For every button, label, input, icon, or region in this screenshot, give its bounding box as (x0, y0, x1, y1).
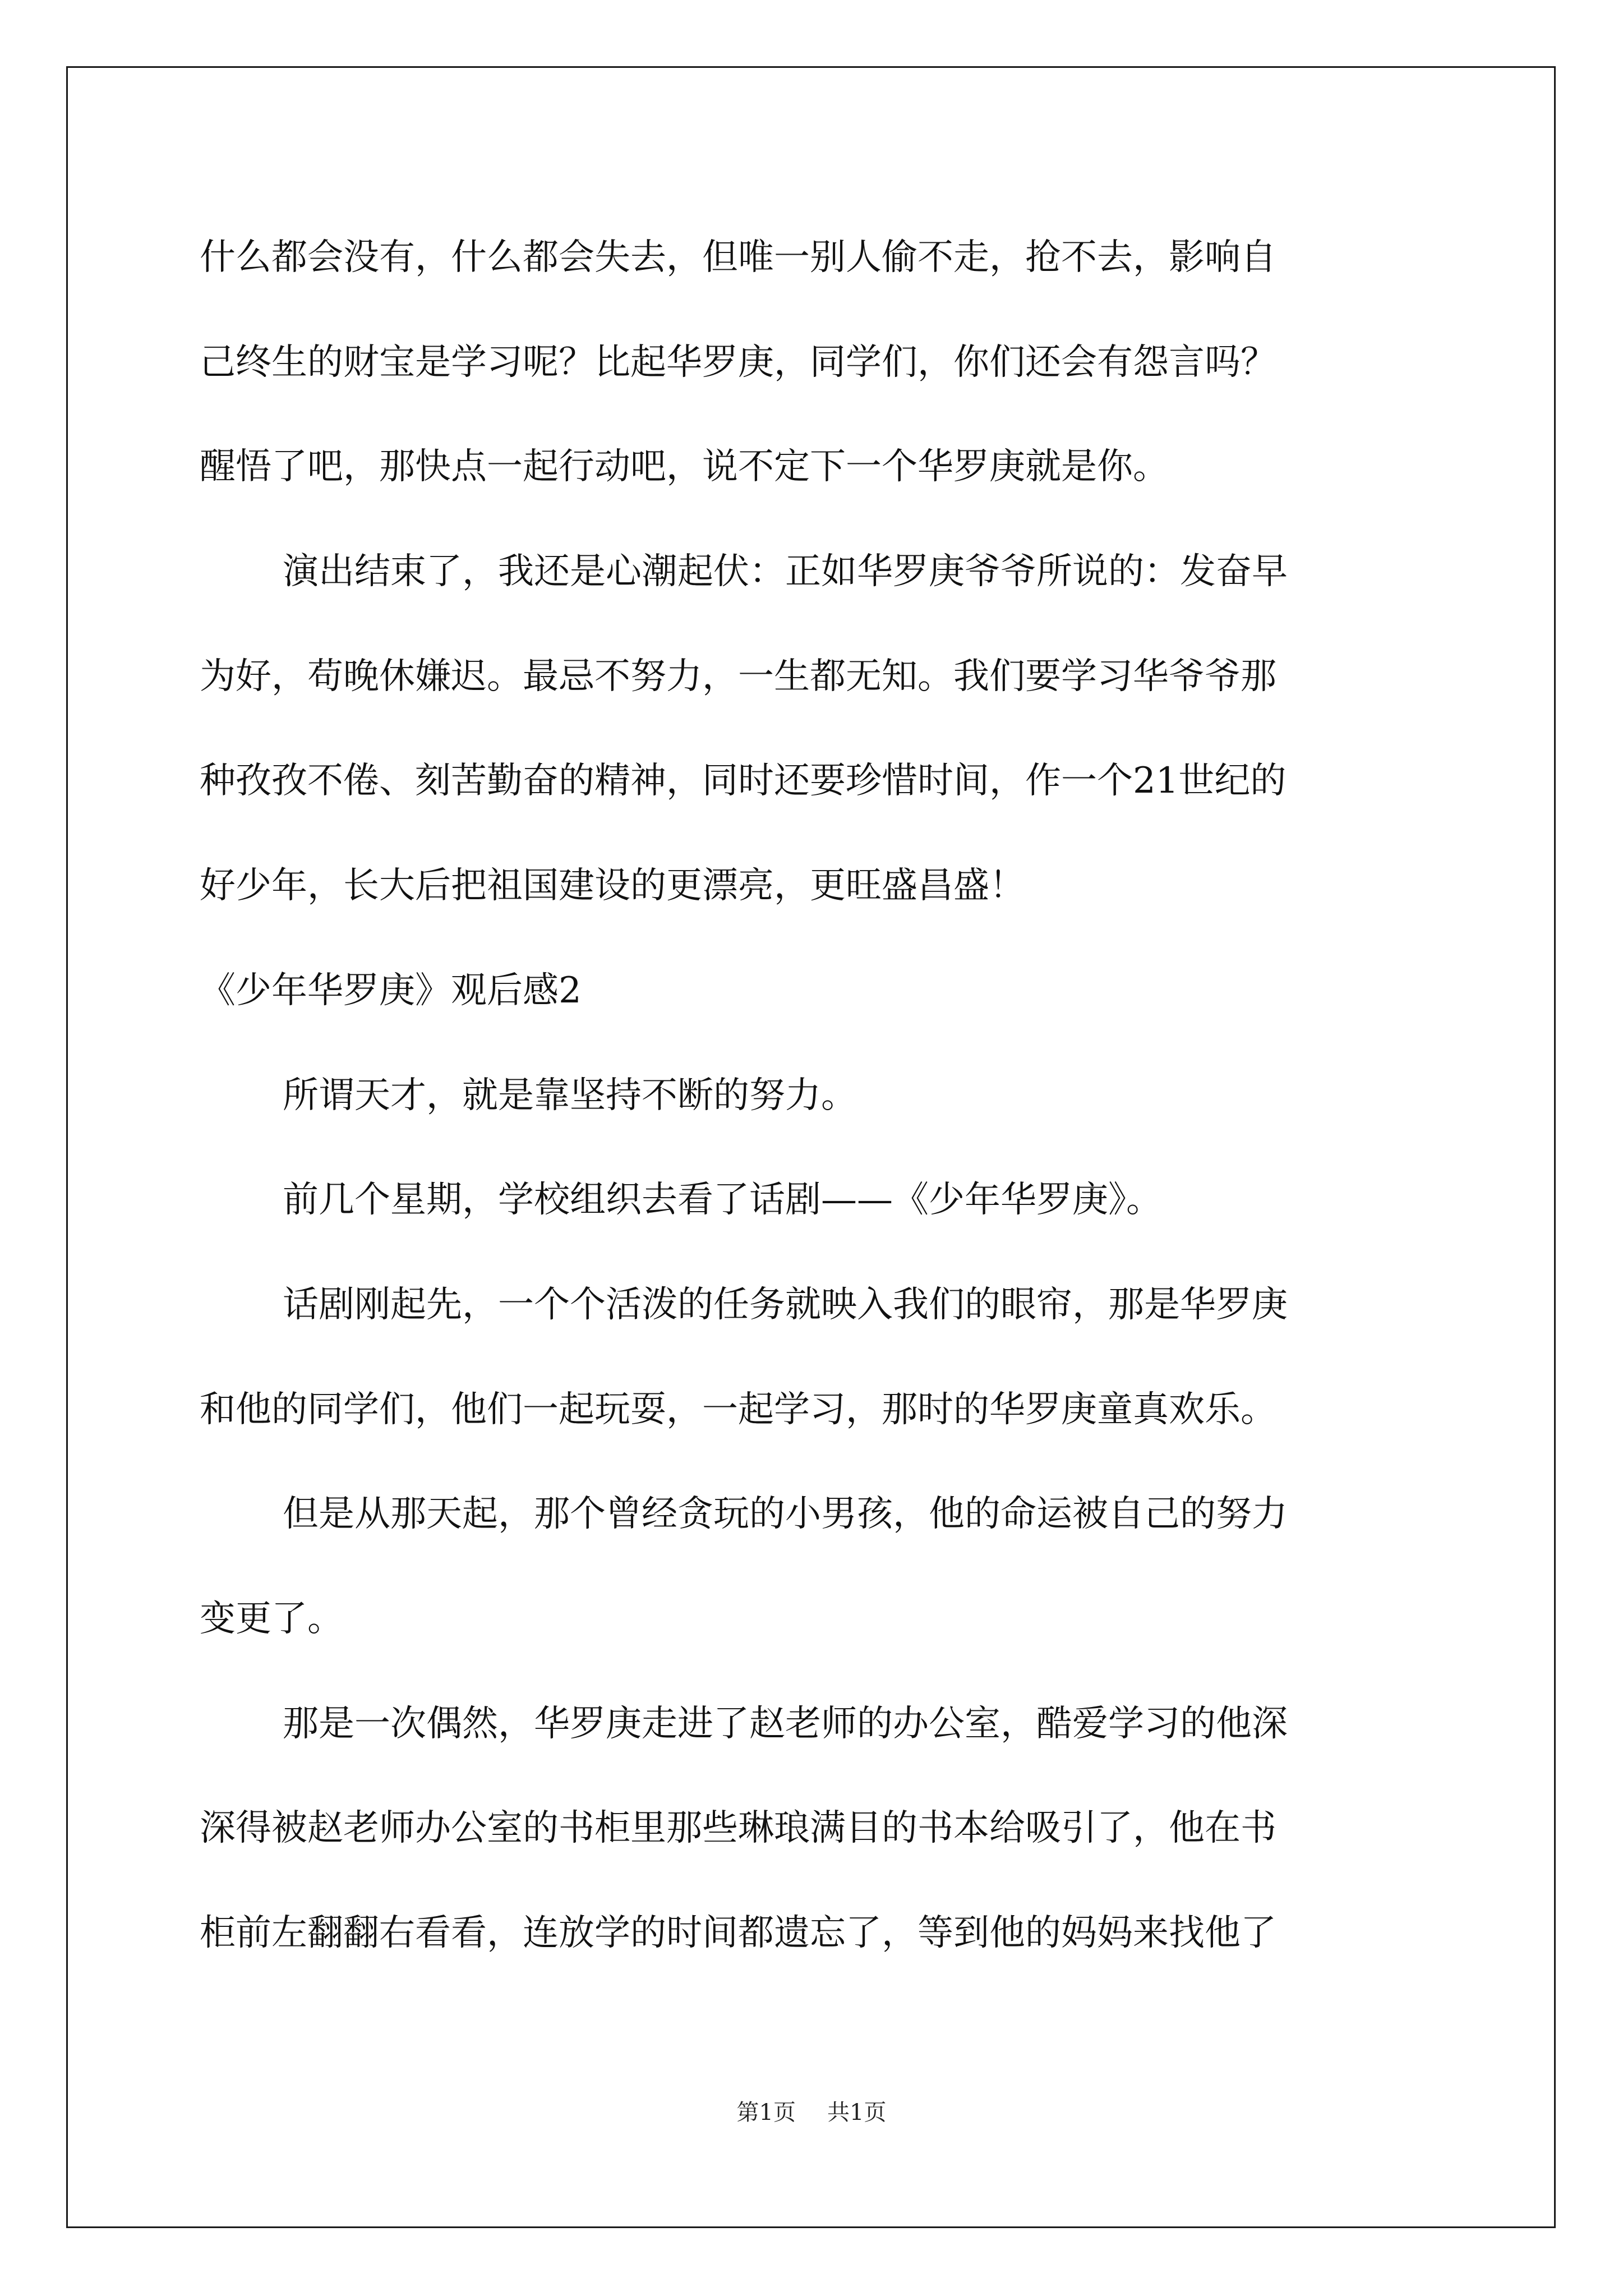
text-line: 但是从那天起，那个曾经贪玩的小男孩，他的命运被自己的努力 (283, 1493, 1288, 1535)
text-line: 话剧刚起先，一个个活泼的任务就映入我们的眼帘，那是华罗庚 (283, 1283, 1288, 1326)
text-line: 深得被赵老师办公室的书柜里那些琳琅满目的书本给吸引了，他在书 (200, 1807, 1276, 1849)
text-line: 演出结束了，我还是心潮起伏：正如华罗庚爷爷所说的：发奋早 (283, 551, 1288, 593)
text-line: 为好，苟晚休嫌迟。最忌不努力，一生都无知。我们要学习华爷爷那 (200, 655, 1276, 697)
text-line: 和他的同学们，他们一起玩耍，一起学习，那时的华罗庚童真欢乐。 (200, 1388, 1276, 1430)
section-heading: 《少年华罗庚》观后感2 (200, 969, 582, 1011)
document-body (200, 205, 1422, 1986)
text-line: 己终生的财宝是学习呢？比起华罗庚，同学们，你们还会有怨言吗？ (200, 341, 1276, 383)
text-line: 那是一次偶然，华罗庚走进了赵老师的办公室，酷爱学习的他深 (283, 1703, 1288, 1745)
text-line: 所谓天才，就是靠坚持不断的努力。 (283, 1074, 857, 1116)
text-line: 变更了。 (200, 1598, 343, 1640)
text-line: 前几个星期，学校组织去看了话剧——《少年华罗庚》。 (283, 1179, 1162, 1221)
page-total: 共1页 (827, 2100, 887, 2125)
text-line: 醒悟了吧，那快点一起行动吧，说不定下一个华罗庚就是你。 (200, 446, 1169, 488)
text-line: 柜前左翻翻右看看，连放学的时间都遗忘了，等到他的妈妈来找他了 (200, 1912, 1276, 1954)
page-footer (0, 2097, 1623, 2128)
page-number: 第1页 (736, 2100, 796, 2125)
text-line: 好少年，长大后把祖国建设的更漂亮，更旺盛昌盛！ (200, 865, 1025, 907)
text-line: 种孜孜不倦、刻苦勤奋的精神，同时还要珍惜时间，作一个21世纪的 (200, 760, 1287, 802)
text-line: 什么都会没有，什么都会失去，但唯一别人偷不走，抢不去，影响自 (200, 237, 1276, 278)
